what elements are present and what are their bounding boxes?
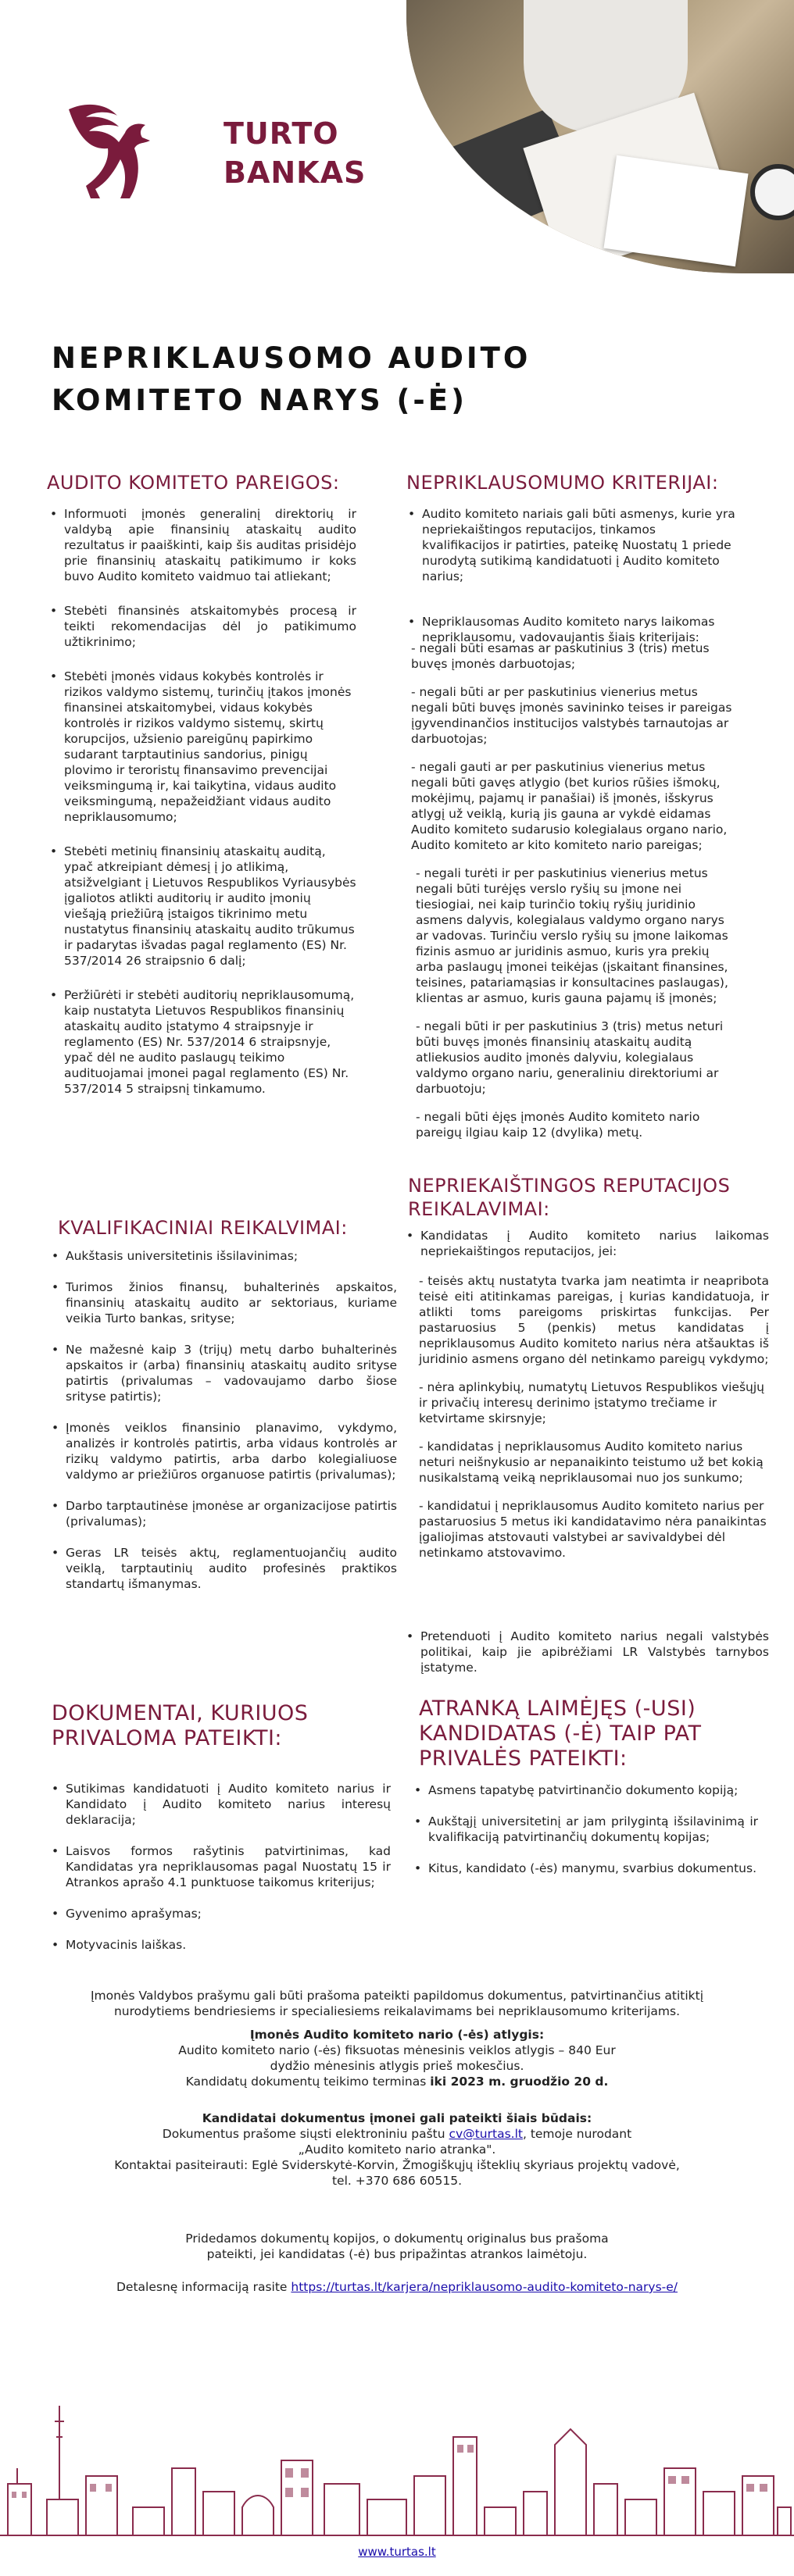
- criterion: - negali būti esamas ar paskutinius 3 (tris) metus buvęs įmonės darbuotojas;: [411, 641, 710, 671]
- list-item: • Stebėti finansinės atskaitomybės procesą ir teikti rekomendacijas dėl jo patikimumo užtikrinimo;: [50, 603, 356, 650]
- submit-subject: „Audito komiteto nario atranka".: [298, 2143, 496, 2157]
- criterion: - negali turėti ir per paskutinius vienerius metus negali būti turėjęs verslo ryšių su įmone nei tiesiogiai, nei kaip turinčio tokių ryšių juridinio asmens dalyvis, kolegialaus valdymo organo narys ar vadovas. Turinčiu verslo ryšių su įmone laikomas fizinis asmuo ar juridinis asmuo, kuris yra prekių arba paslaugų įmonei teikėjas (įskaitant finansines, teisines, patariamąsias ir konsultacines paslaugas), klientas ar asmuo, kuris gauna pajamų iš įmonės;: [416, 866, 728, 1005]
- criterion: - nėra aplinkybių, numatytų Lietuvos Respublikos viešųjų ir privačių interesų derinimo įstatymo trečiame ir ketvirtame skirsnyje;: [419, 1380, 764, 1425]
- duties-list: [50, 506, 356, 1097]
- documents-heading: DOKUMENTAI, KURIUOS PRIVALOMA PATEIKTI:: [52, 1701, 309, 1750]
- reputation-heading: NEPRIEKAIŠTINGOS REPUTACIJOS REIKALAVIMAI:: [408, 1175, 731, 1220]
- criterion: - kandidatui į nepriklausomus Audito komiteto narius per pastaruosius 5 metus iki kandidatavimo nėra panaikintas įgaliojimas atstovauti valstybei ar savivaldybei dėl netinkamo atstovavimo.: [419, 1499, 767, 1560]
- salary-title: Įmonės Audito komiteto nario (-ės) atlygis:: [249, 2028, 545, 2042]
- qualification-list: [52, 1234, 397, 1592]
- list-item: • Sutikimas kandidatuoti į Audito komiteto narius ir Kandidato į Audito komiteto narius interesų deklaracija;: [52, 1781, 391, 1828]
- contact-line: Kontaktai pasiteirauti: Eglė Sviderskytė-Korvin, Žmogiškųjų išteklių skyriaus projektų vadovė,: [114, 2158, 680, 2172]
- list-item: • Ne mažesnė kaip 3 (trijų) metų darbo buhalterinės apskaitos ir (arba) finansinių ataskaitų audito srityse patirtis (privalumas – vadovaujamo darbo šiose srityse patirtis);: [52, 1342, 397, 1404]
- logo-word-turto: TURTO: [224, 116, 339, 151]
- footer-site-link[interactable]: www.turtas.lt: [358, 2545, 436, 2559]
- criterion: - negali gauti ar per paskutinius vienerius metus negali būti gavęs atlygio (bet kurios rūšies išmokų, mokėjimų, pajamų ir panašiai) iš įmonės, išskyrus atlygį už veiklą, kurią jis gauna ar vykdė eidamas Audito komiteto sudarusio kolegialaus organo nario, Audito komiteto ar kito komiteto nario pareigas;: [411, 760, 728, 852]
- list-item: • Kandidatas į Audito komiteto narius laikomas nepriekaištingos reputacijos, jei:: [406, 1228, 769, 1259]
- list-item: • Įmonės veiklos finansinio planavimo, vykdymo, analizės ir kontrolės patirtis, arba vidaus kontrolės ar rizikų valdymo patirtis, arba darbo kolegialiuose valdymo ar priežiūros organuose patirtis (privalumas);: [52, 1420, 397, 1482]
- criterion: - negali būti ėjęs įmonės Audito komiteto nario pareigų ilgiau kaip 12 (dvylika) metų.: [416, 1110, 700, 1140]
- list-item: • Peržiūrėti ir stebėti auditorių nepriklausomumą, kaip nustatyta Lietuvos Respublikos finansinių ataskaitų audito įstatymo 4 straipsnyje ir reglamento (ES) Nr. 537/2014 6 straipsnyje, ypač dėl ne audito paslaugų teikimo audituojamai įmonei pagal reglamento (ES) Nr. 537/2014 5 straipsnį tinkamumo.: [50, 987, 356, 1097]
- list-item: • Asmens tapatybę patvirtinančio dokumento kopiją;: [414, 1782, 758, 1798]
- independence-heading: NEPRIKLAUSOMUMO KRITERIJAI:: [406, 472, 719, 494]
- reputation-intro: [406, 1228, 769, 1259]
- list-item: • Nepriklausomas Audito komiteto narys laikomas nepriklausomu, vadovaujantis šiais kriterijais:: [408, 614, 736, 645]
- list-item: • Aukštasis universitetinis išsilavinimas;: [52, 1248, 397, 1264]
- page-title: NEPRIKLAUSOMO AUDITO KOMITETO NARYS (-Ė): [52, 341, 531, 417]
- contact-phone: tel. +370 686 60515.: [331, 2174, 463, 2188]
- submit-line: Dokumentus prašome siųsti elektroniniu paštu cv@turtas.lt, temoje nurodant: [162, 2127, 632, 2141]
- copies-note: Pridedamos dokumentų kopijos, o dokumentų originalus bus prašoma pateikti, jei kandidatas (-ė) bus pripažintas atrankos laimėtoju.: [185, 2232, 609, 2261]
- criterion: - teisės aktų nustatyta tvarka jam neatimta ir neapribota teisė eiti atitinkamas pareigas, į kurias kandidatuoja, ir atlikti toms pareigoms priskirtas funkcijas. Per pastaruosius 5 (penkis) metus kandidatas į nepriklausomus Audito komiteto narius nėra atšauktas iš juridinio asmens organo dėl netinkamo pareigų vykdymo;: [419, 1274, 769, 1366]
- header-photo: [406, 0, 794, 273]
- city-skyline-illustration: [0, 2390, 794, 2539]
- more-info: Detalesnę informaciją rasite https://turtas.lt/karjera/nepriklausomo-audito-komiteto-narys-e/: [116, 2280, 678, 2294]
- criterion: - negali būti ar per paskutinius vienerius metus negali būti buvęs įmonės savininko teises ir pareigas įgyvendinančios institucijos valstybės tarnautojas ar darbuotojas;: [411, 685, 732, 746]
- documents-list: [52, 1781, 391, 1953]
- reputation-closing: [406, 1629, 769, 1675]
- list-item: • Stebėti metinių finansinių ataskaitų auditą, ypač atkreipiant dėmesį į jo atlikimą, atsižvelgiant į Lietuvos Respublikos Vyriausybės įgaliotos atlikti auditorių ir audito įmonių viešąją priežiūrą įstaigos tikrinimo metu nustatytus finansinių ataskaitų audito trūkumus ir padarytas išvadas pagal reglamento (ES) Nr. 537/2014 26 straipsnio 6 dalį;: [50, 844, 356, 969]
- email-link[interactable]: cv@turtas.lt: [449, 2127, 523, 2141]
- list-item: • Pretenduoti į Audito komiteto narius negali valstybės politikai, kaip jie apibrėžiami LR Valstybės tarnybos įstatyme.: [406, 1629, 769, 1675]
- list-item: • Aukštąjį universitetinį ar jam prilygintą išsilavinimą ir kvalifikaciją patvirtinančių dokumentų kopijas;: [414, 1814, 758, 1845]
- independence-list: [408, 506, 736, 645]
- salary-block: [78, 2027, 716, 2089]
- list-item: • Darbo tarptautinėse įmonėse ar organizacijose patirtis (privalumas);: [52, 1498, 397, 1529]
- career-link[interactable]: https://turtas.lt/karjera/nepriklausomo-audito-komiteto-narys-e/: [291, 2280, 678, 2294]
- list-item: • Geras LR teisės aktų, reglamentuojančių audito veiklą, tarptautinių audito profesinės praktikos standartų išmanymas.: [52, 1545, 397, 1592]
- independence-criteria: [411, 640, 735, 1153]
- list-item: • Stebėti įmonės vidaus kokybės kontrolės ir rizikos valdymo sistemų, turinčių įtakos įmonės finansinei atskaitomybei, vidaus kokybės kontrolės ir rizikos valdymo sistemų, skirtų korupcijos, užsienio pareigūnų papirkimo sudarant tarptautinius sandorius, pinigų plovimo ir teroristų finansavimo prevencijai veiksmingumą ir, kai taikytina, vidaus audito veiksmingumą, nepažeidžiant vidaus audito nepriklausomumo;: [50, 669, 356, 825]
- list-item: • Kitus, kandidato (-ės) manymu, svarbius dokumentus.: [414, 1861, 758, 1876]
- winners-heading: ATRANKĄ LAIMĖJĘS (-USI) KANDIDATAS (-Ė) TAIP PAT PRIVALĖS PATEIKTI:: [419, 1697, 702, 1771]
- list-item: • Gyvenimo aprašymas;: [52, 1906, 391, 1921]
- reputation-criteria: [419, 1273, 769, 1573]
- submit-block: [78, 2110, 716, 2189]
- criterion: - negali būti ir per paskutinius 3 (tris) metus neturi būti buvęs įmonės finansinių ataskaitų auditą atliekusios audito įmonės dalyviu, kolegialaus valdymo organo nariu, generaliniu direktoriumi ar darbuotoju;: [416, 1019, 724, 1096]
- turto-bankas-logo: [63, 102, 367, 211]
- winners-list: [414, 1782, 758, 1876]
- list-item: • Turimos žinios finansų, buhalterinės apskaitos, finansinių ataskaitų audito ar sektoriaus, kuriame veikia Turto bankas, srityse;: [52, 1279, 397, 1326]
- list-item: • Laisvos formos rašytinis patvirtinimas, kad Kandidatas yra nepriklausomas pagal Nuostatų 15 ir Atrankos aprašo 4.1 punktuose taikomus kriterijus;: [52, 1843, 391, 1890]
- submit-title: Kandidatai dokumentus įmonei gali pateikti šiais būdais:: [202, 2111, 592, 2125]
- salary-text: Audito komiteto nario (-ės) fiksuotas mėnesinis veiklos atlygis – 840 Eur dydžio mėnesinis atlygis prieš mokesčius.: [178, 2043, 616, 2073]
- board-note: Įmonės Valdybos prašymu gali būti prašoma pateikti papildomus dokumentus, patvirtinančius atitiktį nurodytiems bendriesiems ir specialiesiems reikalavimams bei nepriklausomumo kriterijams.: [90, 1989, 704, 2018]
- list-item: • Informuoti įmonės generalinį direktorių ir valdybą apie finansinių ataskaitų audito rezultatus ir paaiškinti, kaip šis auditas prisidėjo prie finansinių ataskaitų patikimumo ir koks buvo Audito komiteto vaidmuo tai atliekant;: [50, 506, 356, 584]
- logo-word-bankas: BANKAS: [224, 155, 367, 190]
- deadline-text: Kandidatų dokumentų teikimo terminas iki 2023 m. gruodžio 20 d.: [185, 2075, 609, 2089]
- list-item: • Audito komiteto nariais gali būti asmenys, kurie yra nepriekaištingos reputacijos, tinkamos kvalifikacijos ir patirties, pateikę Nuostatų 1 priede nurodytą sutikimą kandidatuoti į Audito komiteto narius;: [408, 506, 736, 584]
- list-item: • Motyvacinis laiškas.: [52, 1937, 391, 1953]
- qualification-heading: KVALIFIKACINIAI REIKALVIMAI:: [58, 1217, 348, 1239]
- criterion: - kandidatas į nepriklausomus Audito komiteto narius neturi neišnykusio ar nepanaikinto teistumo už bet kokią nusikalstamą veiką nepriklausomai nuo jos sunkumo;: [419, 1440, 764, 1485]
- duties-heading: AUDITO KOMITETO PAREIGOS:: [47, 472, 340, 494]
- griffin-icon: [63, 102, 164, 211]
